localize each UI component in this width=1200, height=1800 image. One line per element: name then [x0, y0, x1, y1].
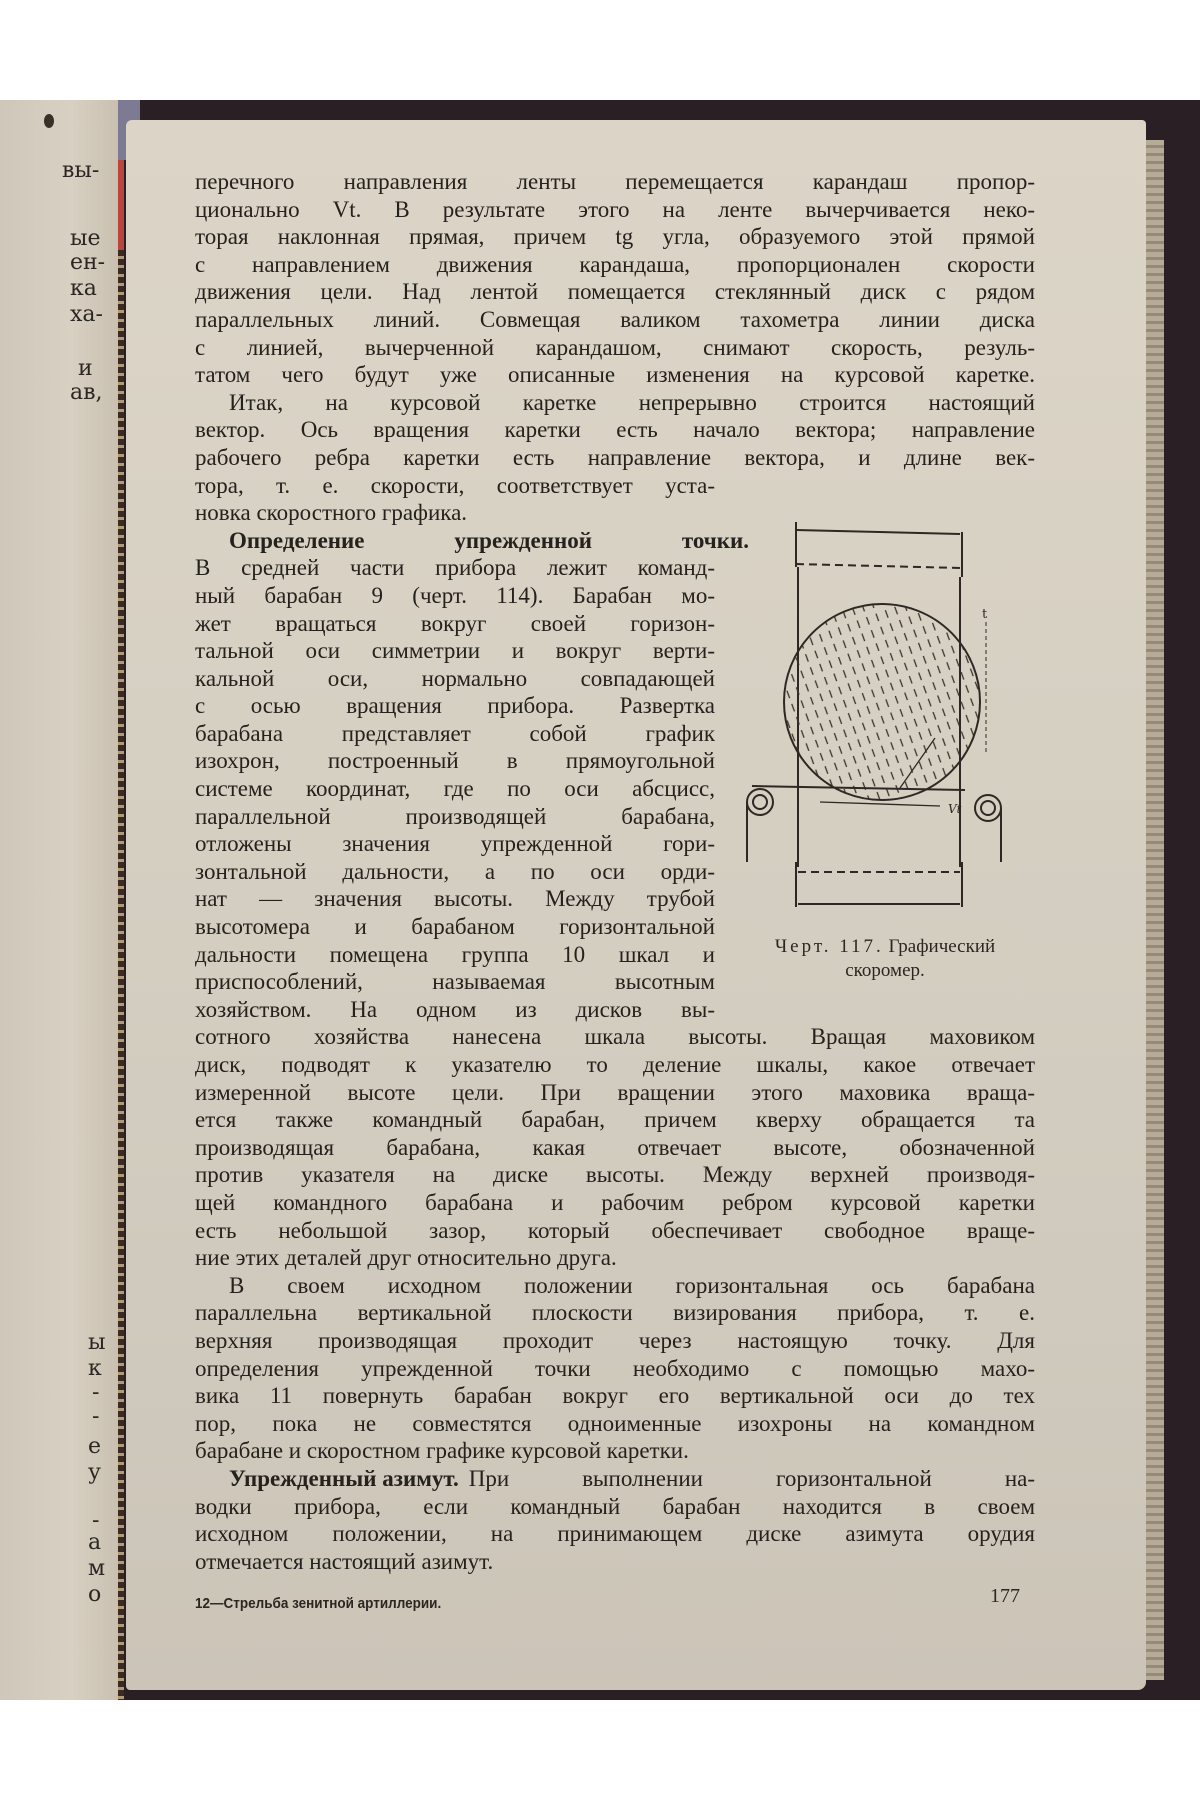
text-line: новка скоростного графика. — [195, 500, 468, 526]
speedometer-diagram — [740, 512, 1025, 912]
text-line: щей командного барабана и рабочим ребром курсовой каретки — [195, 1189, 1035, 1215]
left-fragment-text: е — [88, 1434, 102, 1459]
text-line: барабане и скоростном графике курсовой каретки. — [195, 1438, 689, 1464]
text-line: ние этих деталей друг относительно друга. — [195, 1245, 617, 1271]
text-line: с направлением движения карандаша, пропорционален скорости — [195, 251, 1035, 277]
text-line — [195, 1465, 1035, 1493]
text-line: измеренной высоте цели. При вращении этого маховика враща- — [195, 1079, 1035, 1105]
text-line: высотомера и барабаном горизонтальной — [195, 914, 715, 940]
text-line: ется также командный барабан, причем кверху обращается та — [195, 1107, 1035, 1133]
text-line: верхняя производящая проходит через настоящую точку. Для — [195, 1327, 1035, 1353]
spine-bookmark — [118, 160, 124, 250]
caption-prefix: Черт. 117. — [774, 936, 884, 957]
text-line: тора, т. е. скорости, соответствует уста- — [195, 472, 715, 498]
text-line: приспособлений, называемая высотным — [195, 969, 715, 995]
text-line: ционально Vt. В результате этого на ленте вычерчивается неко- — [195, 196, 1035, 222]
page-number: 177 — [990, 1585, 1020, 1607]
text-line: движения цели. Над лентой помещается стеклянный диск с рядом — [195, 279, 1035, 305]
text-line: против указателя на диске высоты. Между верхней производя- — [195, 1162, 1035, 1188]
text-line: торая наклонная прямая, причем tg угла, образуемого этой прямой — [195, 224, 1035, 250]
figure-graphic-speedometer — [740, 512, 1025, 912]
text-line: перечного направления ленты перемещается карандаш пропор- — [195, 169, 1035, 194]
text-line: изохрон, построенный в прямоугольной — [195, 748, 715, 774]
left-fragment-text: к — [88, 1356, 102, 1381]
text-line: ный барабан 9 (черт. 114). Барабан мо- — [195, 582, 715, 608]
text-line: параллельных линий. Совмещая валиком тахометра линии диска — [195, 306, 1035, 332]
text-line: определения упрежденной точки необходимо с помощью махо- — [195, 1355, 1035, 1381]
text-line: рабочего ребра каретки есть направление вектора, и длине век- — [195, 444, 1035, 470]
text-line: В своем исходном положении горизонтальная ось барабана — [229, 1272, 1035, 1298]
text-line: барабана представляет собой график — [195, 720, 715, 746]
text-line: вика 11 повернуть барабан вокруг его вертикальной оси до тех — [195, 1383, 1035, 1409]
left-fragment-text: ав, — [70, 380, 103, 405]
text-line: татом чего будут уже описанные изменения на курсовой каретке. — [195, 362, 1035, 388]
text-line: вектор. Ось вращения каретки есть начало вектора; направление — [195, 417, 1035, 443]
left-page-fragment — [0, 100, 118, 1700]
left-fragment-text: у — [88, 1460, 101, 1485]
label-vt: Vt — [948, 802, 962, 816]
page-block-edge — [1146, 140, 1164, 1680]
text-line: диск, подводят к указателю то деление шкалы, какое отвечает — [195, 1052, 1035, 1077]
text-line: хозяйством. На одном из дисков вы- — [195, 996, 715, 1022]
text-line: параллельна вертикальной плоскости визирования прибора, т. е. — [195, 1300, 1035, 1326]
text-line: тальной оси симметрии и вокруг верти- — [195, 638, 715, 664]
text-line: исходном положении, на принимающем диске азимута орудия — [195, 1521, 1035, 1547]
section-heading: Определение упрежденной точки. — [229, 527, 749, 553]
left-fragment-text: - — [92, 1508, 100, 1533]
text-line: сотного хозяйства нанесена шкала высоты. Вращая маховиком — [195, 1024, 1035, 1050]
spine-binding — [118, 250, 124, 1700]
label-t: t — [982, 607, 988, 622]
page-footer-signature: 12—Стрельба зенитной артиллерии. — [195, 1595, 442, 1612]
left-fragment-text: о — [88, 1582, 102, 1607]
text-line-tail: При выполнении горизонтальной на- — [468, 1465, 1035, 1491]
caption-title: Графический — [888, 936, 996, 957]
left-fragment-text: вы- — [62, 158, 100, 183]
caption-line-1 — [740, 935, 1030, 959]
section-heading: Упрежденный азимут. — [229, 1465, 459, 1491]
text-line: В средней части прибора лежит команд- — [195, 555, 715, 581]
text-line: с осью вращения прибора. Развертка — [195, 693, 715, 719]
text-line: отложены значения упрежденной гори- — [195, 831, 715, 857]
left-fragment-text: - — [92, 1380, 100, 1405]
paper-spot — [44, 114, 54, 128]
caption-line-2: скоромер. — [845, 960, 925, 981]
text-line: параллельной производящей барабана, — [195, 803, 715, 829]
left-fragment-text: ен- — [70, 250, 106, 275]
text-line: кальной оси, нормально совпадающей — [195, 665, 715, 691]
figure-caption — [740, 935, 1030, 983]
text-line: системе координат, где по оси абсцисс, — [195, 776, 715, 802]
text-line: с линией, вычерченной карандашом, снимают скорость, резуль- — [195, 334, 1035, 360]
left-fragment-text: м — [88, 1556, 106, 1581]
text-line: есть небольшой зазор, который обеспечивает свободное враще- — [195, 1217, 1035, 1243]
text-line: отмечается настоящий азимут. — [195, 1548, 494, 1574]
text-line: зонтальной дальности, а по оси орди- — [195, 858, 715, 884]
left-fragment-text: - — [92, 1404, 100, 1429]
text-line: водки прибора, если командный барабан находится в своем — [195, 1493, 1035, 1519]
text-line: нат — значения высоты. Между трубой — [195, 886, 715, 912]
text-line: Итак, на курсовой каретке непрерывно строится настоящий — [229, 389, 1035, 415]
left-fragment-text: ка — [70, 276, 97, 301]
left-fragment-text: а — [88, 1530, 102, 1555]
left-fragment-text: ы — [88, 1330, 106, 1355]
text-line: жет вращаться вокруг своей горизон- — [195, 610, 715, 636]
text-line: дальности помещена группа 10 шкал и — [195, 941, 715, 967]
text-line: пор, пока не совместятся одноименные изохроны на командном — [195, 1410, 1035, 1436]
left-fragment-text: ые — [70, 226, 101, 251]
left-fragment-text: и — [78, 356, 93, 381]
left-fragment-text: ха- — [70, 302, 103, 327]
text-line: производящая барабана, какая отвечает высоте, обозначенной — [195, 1134, 1035, 1160]
